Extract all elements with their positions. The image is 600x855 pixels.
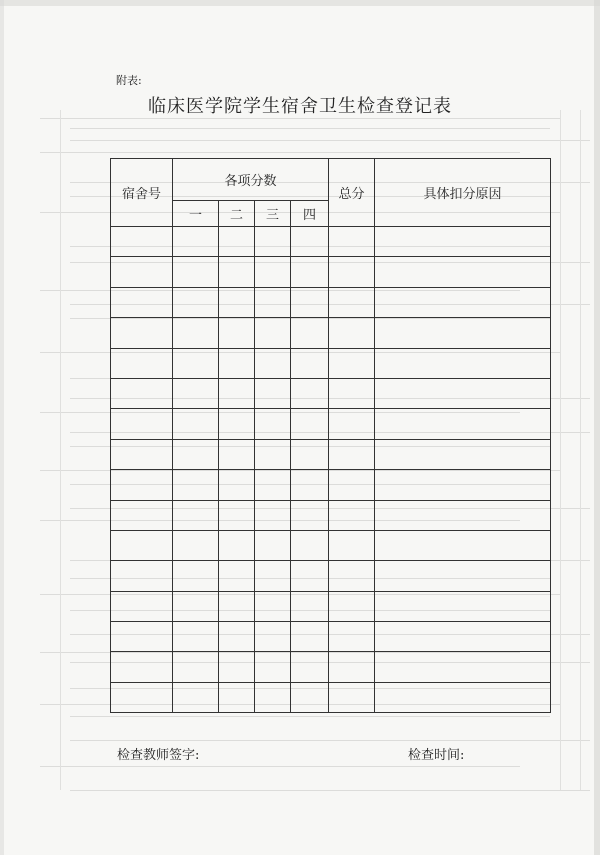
- item2-cell[interactable]: [219, 227, 255, 257]
- bleed-line: [70, 140, 590, 141]
- item4-cell[interactable]: [291, 591, 329, 621]
- item1-cell[interactable]: [173, 622, 219, 652]
- room-cell[interactable]: [111, 591, 173, 621]
- reason-cell[interactable]: [375, 652, 551, 682]
- total-cell[interactable]: [329, 622, 375, 652]
- item1-cell[interactable]: [173, 652, 219, 682]
- room-cell[interactable]: [111, 439, 173, 469]
- room-cell[interactable]: [111, 561, 173, 591]
- header-item-2: 二: [219, 201, 255, 227]
- item1-cell[interactable]: [173, 378, 219, 408]
- item4-cell[interactable]: [291, 622, 329, 652]
- item3-cell[interactable]: [255, 682, 291, 712]
- total-cell[interactable]: [329, 500, 375, 530]
- scan-edge-top: [0, 0, 600, 6]
- item2-cell[interactable]: [219, 500, 255, 530]
- bleed-line: [70, 128, 550, 129]
- item1-cell[interactable]: [173, 439, 219, 469]
- item3-cell[interactable]: [255, 257, 291, 287]
- table-row: [111, 409, 551, 439]
- bleed-vline: [580, 110, 581, 790]
- total-cell[interactable]: [329, 348, 375, 378]
- item3-cell[interactable]: [255, 378, 291, 408]
- table-row: [111, 561, 551, 591]
- item2-cell[interactable]: [219, 318, 255, 348]
- item2-cell[interactable]: [219, 622, 255, 652]
- item3-cell[interactable]: [255, 470, 291, 500]
- item2-cell[interactable]: [219, 561, 255, 591]
- room-cell[interactable]: [111, 622, 173, 652]
- item3-cell[interactable]: [255, 652, 291, 682]
- item2-cell[interactable]: [219, 652, 255, 682]
- item4-cell[interactable]: [291, 409, 329, 439]
- item3-cell[interactable]: [255, 227, 291, 257]
- item4-cell[interactable]: [291, 652, 329, 682]
- reason-cell[interactable]: [375, 318, 551, 348]
- item1-cell[interactable]: [173, 409, 219, 439]
- room-cell[interactable]: [111, 470, 173, 500]
- item3-cell[interactable]: [255, 530, 291, 560]
- item3-cell[interactable]: [255, 500, 291, 530]
- room-cell[interactable]: [111, 530, 173, 560]
- reason-cell[interactable]: [375, 500, 551, 530]
- room-cell[interactable]: [111, 287, 173, 317]
- item4-cell[interactable]: [291, 530, 329, 560]
- reason-cell[interactable]: [375, 378, 551, 408]
- header-total-score: 总分: [329, 159, 375, 227]
- bleed-line: [70, 740, 590, 741]
- total-cell[interactable]: [329, 652, 375, 682]
- item3-cell[interactable]: [255, 439, 291, 469]
- item3-cell[interactable]: [255, 287, 291, 317]
- reason-cell[interactable]: [375, 409, 551, 439]
- reason-cell[interactable]: [375, 561, 551, 591]
- table-row: [111, 227, 551, 257]
- reason-cell[interactable]: [375, 257, 551, 287]
- item1-cell[interactable]: [173, 591, 219, 621]
- item4-cell[interactable]: [291, 348, 329, 378]
- scan-edge-left: [0, 0, 4, 855]
- item2-cell[interactable]: [219, 682, 255, 712]
- item2-cell[interactable]: [219, 257, 255, 287]
- bleed-line: [40, 766, 520, 767]
- item1-cell[interactable]: [173, 500, 219, 530]
- bleed-line: [70, 716, 550, 717]
- reason-cell[interactable]: [375, 348, 551, 378]
- table-row: [111, 682, 551, 712]
- item1-cell[interactable]: [173, 287, 219, 317]
- room-cell[interactable]: [111, 652, 173, 682]
- bleed-vline: [560, 110, 561, 790]
- total-cell[interactable]: [329, 682, 375, 712]
- table-row: [111, 287, 551, 317]
- item1-cell[interactable]: [173, 227, 219, 257]
- item3-cell[interactable]: [255, 348, 291, 378]
- item2-cell[interactable]: [219, 470, 255, 500]
- item1-cell[interactable]: [173, 561, 219, 591]
- room-cell[interactable]: [111, 500, 173, 530]
- reason-cell[interactable]: [375, 682, 551, 712]
- total-cell[interactable]: [329, 257, 375, 287]
- header-room-number: 宿舍号: [111, 159, 173, 227]
- room-cell[interactable]: [111, 348, 173, 378]
- item3-cell[interactable]: [255, 622, 291, 652]
- reason-cell[interactable]: [375, 591, 551, 621]
- table-row: [111, 439, 551, 469]
- item3-cell[interactable]: [255, 318, 291, 348]
- item4-cell[interactable]: [291, 561, 329, 591]
- bleed-line: [40, 152, 520, 153]
- item2-cell[interactable]: [219, 530, 255, 560]
- item1-cell[interactable]: [173, 318, 219, 348]
- total-cell[interactable]: [329, 227, 375, 257]
- item4-cell[interactable]: [291, 287, 329, 317]
- item4-cell[interactable]: [291, 378, 329, 408]
- inspection-time-label: 检查时间:: [408, 748, 465, 763]
- reason-cell[interactable]: [375, 530, 551, 560]
- item4-cell[interactable]: [291, 257, 329, 287]
- room-cell[interactable]: [111, 257, 173, 287]
- room-cell[interactable]: [111, 409, 173, 439]
- item4-cell[interactable]: [291, 682, 329, 712]
- reason-cell[interactable]: [375, 470, 551, 500]
- header-item-4: 四: [291, 201, 329, 227]
- item3-cell[interactable]: [255, 591, 291, 621]
- document-title: 临床医学院学生宿舍卫生检查登记表: [148, 96, 452, 117]
- attachment-label: 附表:: [116, 74, 142, 87]
- inspector-signature-label: 检查教师签字:: [117, 748, 200, 763]
- inspection-register-table: [110, 158, 551, 713]
- item2-cell[interactable]: [219, 378, 255, 408]
- table-row: [111, 652, 551, 682]
- total-cell[interactable]: [329, 470, 375, 500]
- table-row: [111, 470, 551, 500]
- item2-cell[interactable]: [219, 439, 255, 469]
- table-row: [111, 622, 551, 652]
- item4-cell[interactable]: [291, 439, 329, 469]
- item3-cell[interactable]: [255, 409, 291, 439]
- item2-cell[interactable]: [219, 287, 255, 317]
- total-cell[interactable]: [329, 439, 375, 469]
- item2-cell[interactable]: [219, 348, 255, 378]
- item1-cell[interactable]: [173, 470, 219, 500]
- item4-cell[interactable]: [291, 318, 329, 348]
- bleed-line: [40, 118, 560, 119]
- header-item-3: 三: [255, 201, 291, 227]
- scan-edge-right: [594, 0, 600, 855]
- header-item-scores: 各项分数: [173, 159, 329, 201]
- total-cell[interactable]: [329, 378, 375, 408]
- item2-cell[interactable]: [219, 591, 255, 621]
- room-cell[interactable]: [111, 227, 173, 257]
- table-row: [111, 591, 551, 621]
- reason-cell[interactable]: [375, 622, 551, 652]
- bleed-line: [70, 790, 590, 791]
- total-cell[interactable]: [329, 591, 375, 621]
- total-cell[interactable]: [329, 530, 375, 560]
- table-row: [111, 257, 551, 287]
- item2-cell[interactable]: [219, 409, 255, 439]
- room-cell[interactable]: [111, 378, 173, 408]
- reason-cell[interactable]: [375, 439, 551, 469]
- item3-cell[interactable]: [255, 561, 291, 591]
- table-row: [111, 530, 551, 560]
- item4-cell[interactable]: [291, 227, 329, 257]
- item4-cell[interactable]: [291, 470, 329, 500]
- item1-cell[interactable]: [173, 530, 219, 560]
- bleed-vline: [60, 110, 61, 790]
- table-row: [111, 500, 551, 530]
- room-cell[interactable]: [111, 682, 173, 712]
- reason-cell[interactable]: [375, 227, 551, 257]
- table-row: [111, 348, 551, 378]
- header-deduction-reason: 具体扣分原因: [375, 159, 551, 227]
- total-cell[interactable]: [329, 287, 375, 317]
- total-cell[interactable]: [329, 318, 375, 348]
- header-item-1: 一: [173, 201, 219, 227]
- item4-cell[interactable]: [291, 500, 329, 530]
- item1-cell[interactable]: [173, 682, 219, 712]
- reason-cell[interactable]: [375, 287, 551, 317]
- total-cell[interactable]: [329, 561, 375, 591]
- item1-cell[interactable]: [173, 257, 219, 287]
- table-row: [111, 318, 551, 348]
- item1-cell[interactable]: [173, 348, 219, 378]
- table-row: [111, 378, 551, 408]
- room-cell[interactable]: [111, 318, 173, 348]
- total-cell[interactable]: [329, 409, 375, 439]
